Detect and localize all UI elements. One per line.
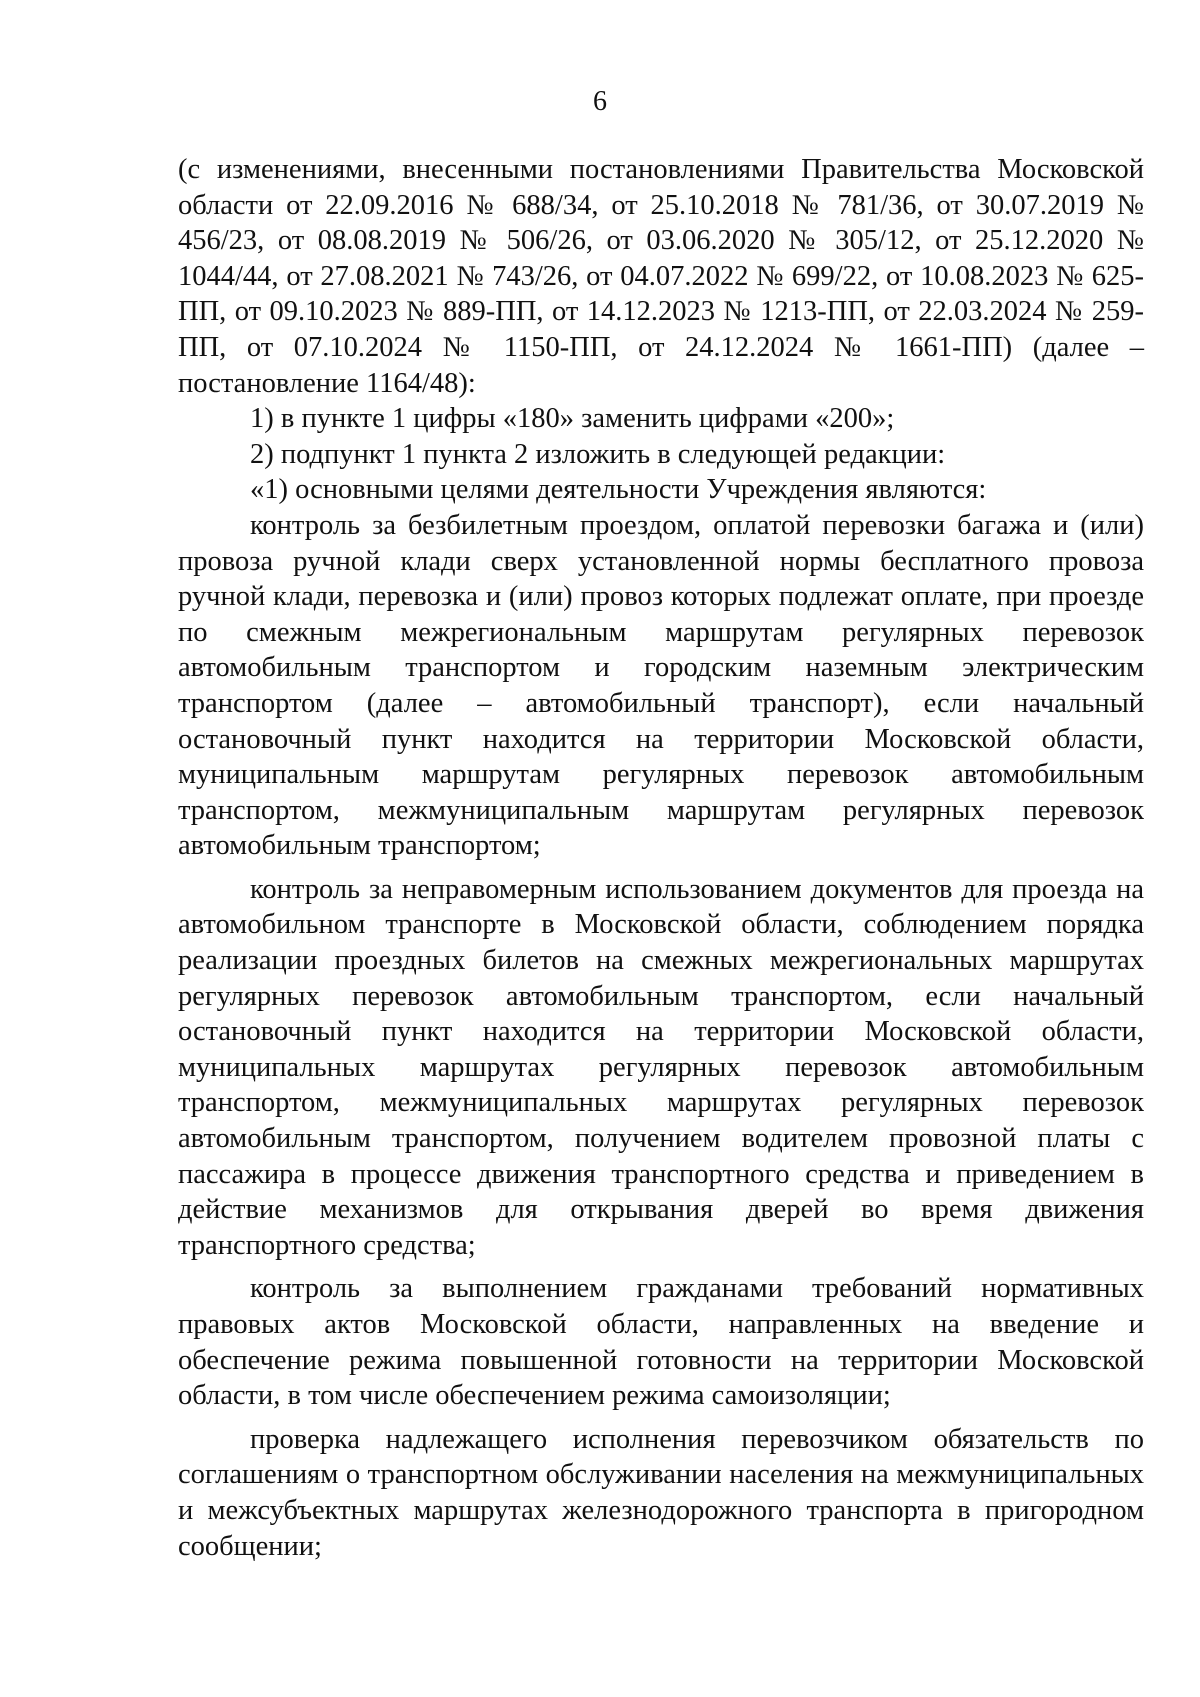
quoted-subclause-heading: «1) основными целями деятельности Учреждения являются: [250, 474, 987, 506]
goal-paragraph-document-control: контроль за неправомерным использованием документов для проезда на автомобильном транспорте в Московской области, соблюдением порядка реализации проездных билетов на смежных межрегиональных маршрутах регулярных перевозок автомобильным транспортом, если начальный остановочный пункт находится на территории Московской области, муниципальных маршрутах регулярных перевозок автомобильным транспортом, межмуниципальных маршрутах регулярных перевозок автомобильным транспортом, получением водителем провозной платы с пассажира в процессе движения транспортного средства и приведением в действие механизмов для открывания дверей во время движения транспортного средства; [178, 873, 1144, 1261]
goal-paragraph-carrier-verification: проверка надлежащего исполнения перевозчиком обязательств по соглашениям о транспортном обслуживании населения на межмуниципальных и межсубъектных маршрутах железнодорожного транспорта в пригородном сообщении; [178, 1423, 1144, 1562]
list-item-2: 2) подпункт 1 пункта 2 изложить в следующей редакции: [250, 438, 946, 470]
goal-paragraph-fare-control: контроль за безбилетным проездом, оплатой перевозки багажа и (или) провоза ручной клади сверх установленной нормы бесплатного провоза ручной клади, перевозка и (или) провоз которых подлежат оплате, при проезде по смежным межрегиональным маршрутам регулярных перевозок автомобильным транспортом и городским наземным электрическим транспортом (далее – автомобильный транспорт), если начальный остановочный пункт находится на территории Московской области, муниципальным маршрутам регулярных перевозок автомобильным транспортом, межмуниципальным маршрутам регулярных перевозок автомобильным транспортом; [178, 509, 1144, 862]
amendments-paragraph: (с изменениями, внесенными постановлениями Правительства Московской области от 22.09.2016 № 688/34, от 25.10.2018 № 781/36, от 30.07.2019 № 456/23, от 08.08.2019 № 506/26, от 03.06.2020 № 305/12, от 25.12.2020 № 1044/44, от 27.08.2021 № 743/26, от 04.07.2022 № 699/22, от 10.08.2023 № 625-ПП, от 09.10.2023 № 889-ПП, от 14.12.2023 № 1213-ПП, от 22.03.2024 № 259-ПП, от 07.10.2024 № 1150-ПП, от 24.12.2024 № 1661-ПП) (далее – постановление 1164/48): [178, 154, 1144, 399]
list-item-1: 1) в пункте 1 цифры «180» заменить цифрами «200»; [250, 403, 895, 435]
document-body [178, 152, 1144, 1564]
page-number: 6 [593, 86, 607, 117]
goal-paragraph-regime-control: контроль за выполнением гражданами требований нормативных правовых актов Московской области, направленных на введение и обеспечение режима повышенной готовности на территории Московской области, в том числе обеспечением режима самоизоляции; [178, 1273, 1144, 1412]
